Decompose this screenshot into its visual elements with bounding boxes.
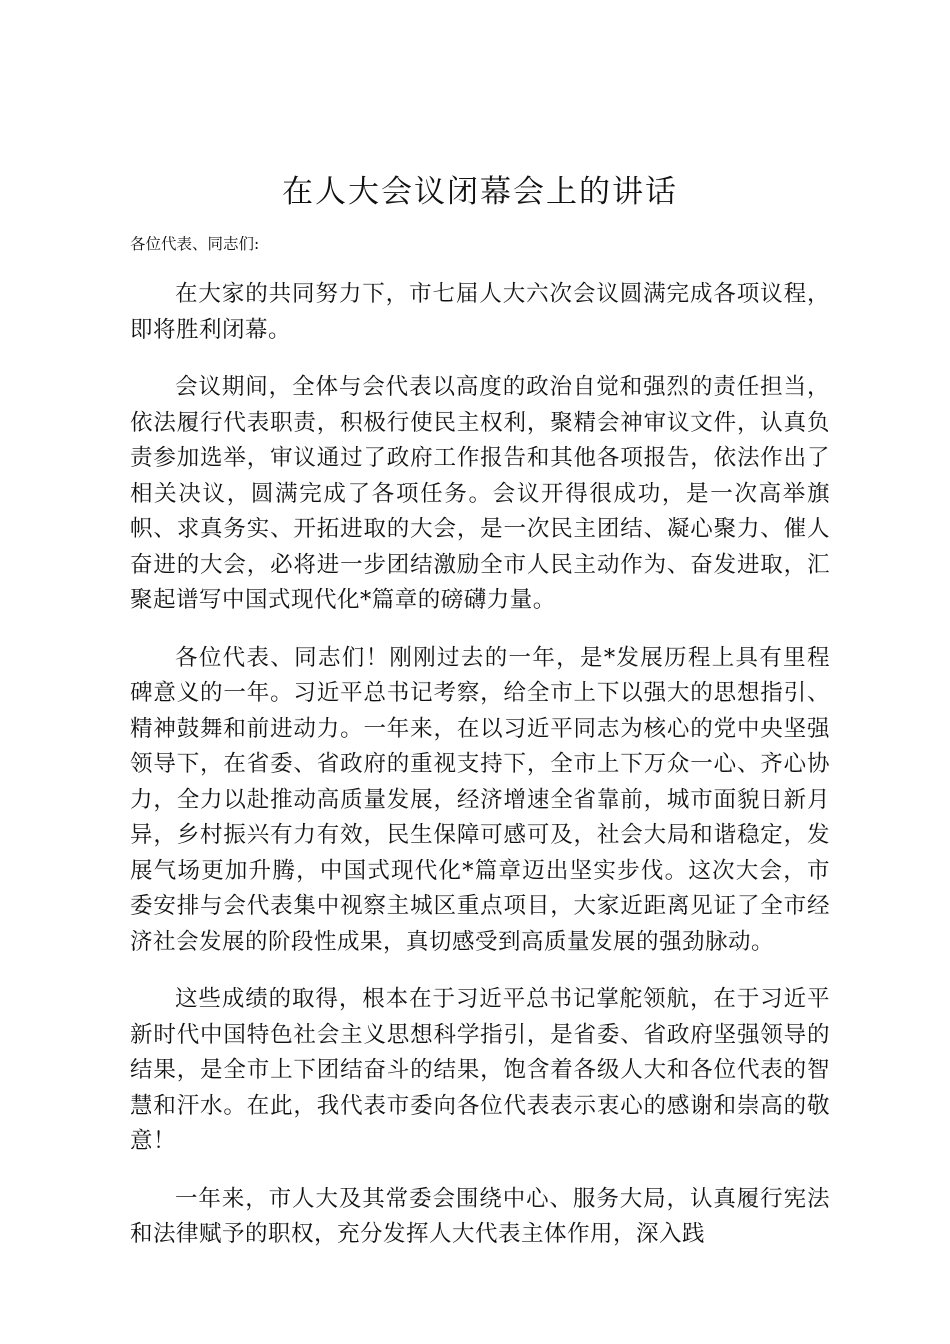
- document-title: 在人大会议闭幕会上的讲话: [282, 174, 678, 210]
- salutation: 各位代表、同志们:: [130, 235, 260, 253]
- paragraph-3: 各位代表、同志们！刚刚过去的一年，是*发展历程上具有里程碑意义的一年。习近平总书记考察，给全市上下以强大的思想指引、精神鼓舞和前进动力。一年来，在以习近平同志为核心的党中央坚强领导下，在省委、省政府的重视支持下，全市上下万众一心、齐心协力，全力以赴推动高质量发展，经济增速全省靠前，城市面貌日新月异，乡村振兴有力有效，民生保障可感可及，社会大局和谐稳定，发展气场更加升腾，中国式现代化*篇章迈出坚实步伐。这次大会，市委安排与会代表集中视察主城区重点项目，大家近距离见证了全市经济社会发展的阶段性成果，真切感受到高质量发展的强劲脉动。: [130, 644, 830, 955]
- paragraph-4: 这些成绩的取得，根本在于习近平总书记掌舵领航，在于习近平新时代中国特色社会主义思想科学指引，是省委、省政府坚强领导的结果，是全市上下团结奋斗的结果，饱含着各级人大和各位代表的智慧和汗水。在此，我代表市委向各位代表表示衷心的感谢和崇高的敬意！: [130, 986, 830, 1154]
- document-body: [130, 277, 830, 1275]
- paragraph-5: 一年来，市人大及其常委会围绕中心、服务大局，认真履行宪法和法律赋予的职权，充分发挥人大代表主体作用，深入践: [130, 1185, 830, 1247]
- paragraph-1: 在大家的共同努力下，市七届人大六次会议圆满完成各项议程，即将胜利闭幕。: [130, 281, 830, 343]
- paragraph-2: 会议期间，全体与会代表以高度的政治自觉和强烈的责任担当，依法履行代表职责，积极行使民主权利，聚精会神审议文件，认真负责参加选举，审议通过了政府工作报告和其他各项报告，依法作出了相关决议，圆满完成了各项任务。会议开得很成功，是一次高举旗帜、求真务实、开拓进取的大会，是一次民主团结、凝心聚力、催人奋进的大会，必将进一步团结激励全市人民主动作为、奋发进取，汇聚起谱写中国式现代化*篇章的磅礴力量。: [130, 374, 830, 613]
